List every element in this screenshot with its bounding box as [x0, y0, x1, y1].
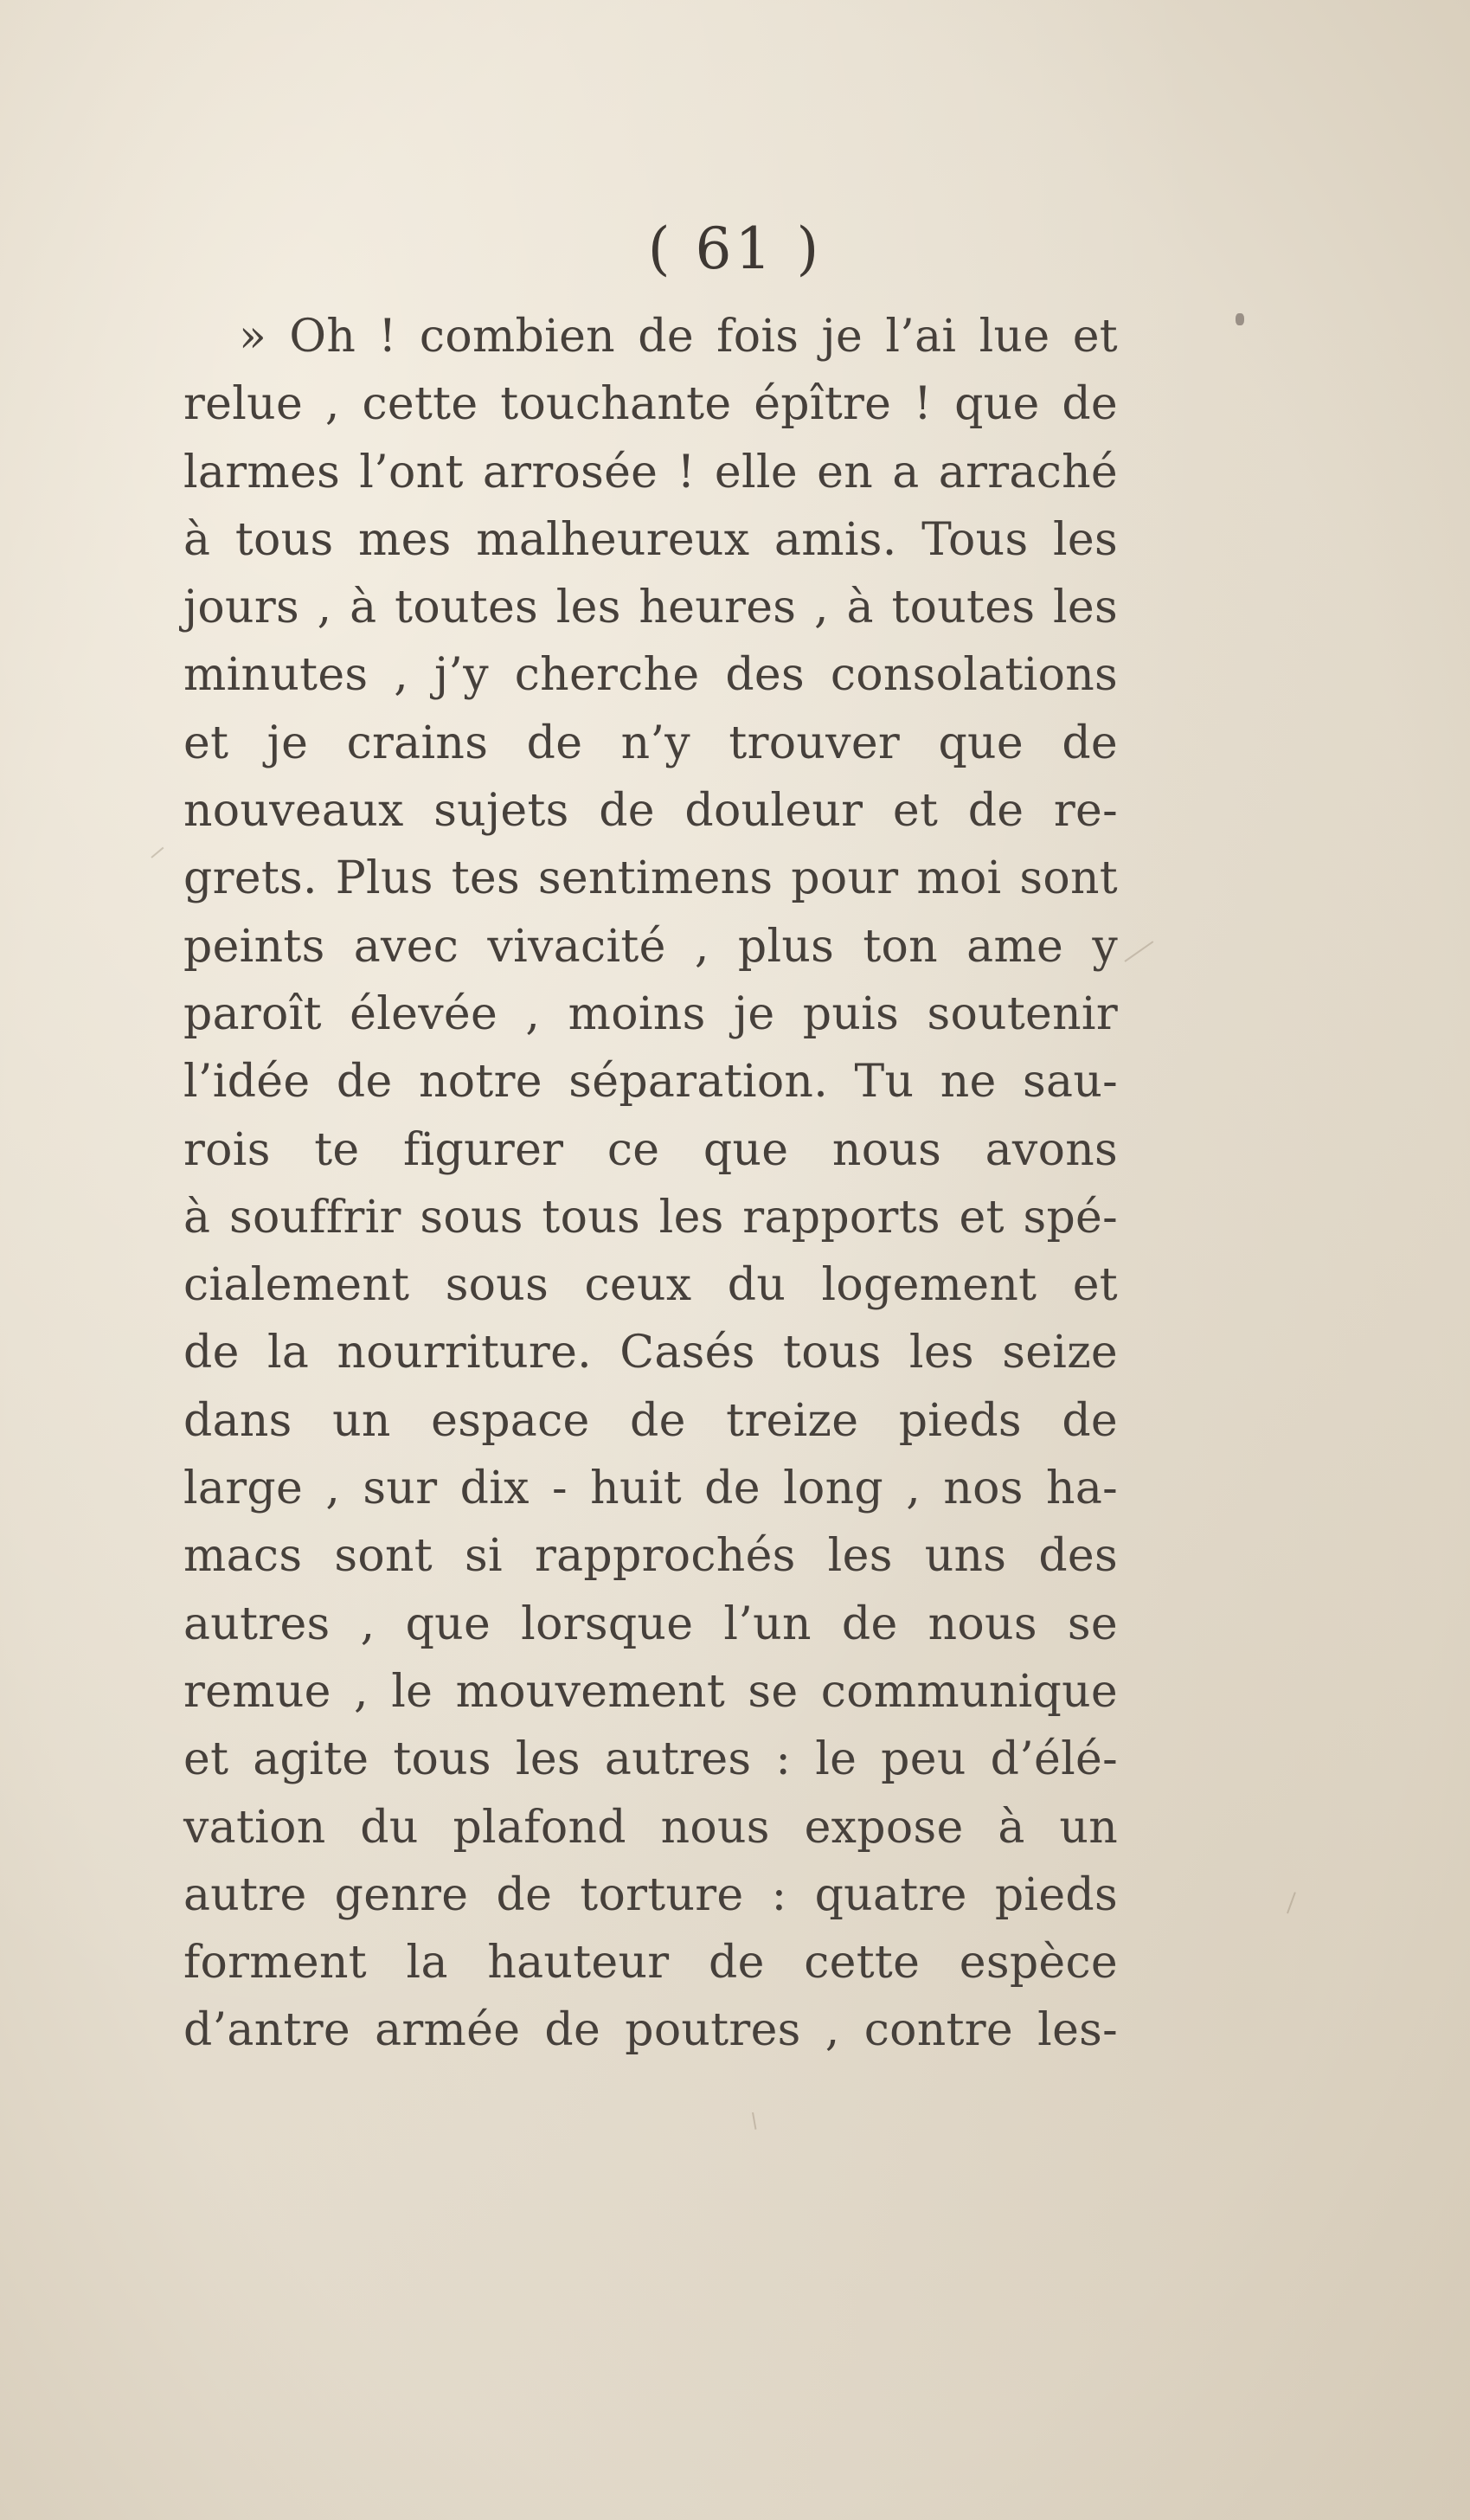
- body-text: [183, 303, 1118, 2065]
- text-line: large , sur dix - huit de long , nos ha-: [183, 1462, 1118, 1515]
- text-line: nouveaux sujets de douleur et de re-: [183, 785, 1118, 838]
- text-line: macs sont si rapprochés les uns des: [183, 1530, 1118, 1583]
- text-line: et agite tous les autres : le peu d’élé-: [183, 1733, 1118, 1786]
- text-line: de la nourriture. Casés tous les seize: [183, 1327, 1118, 1379]
- text-line: et je crains de n’y trouver que de: [183, 717, 1118, 769]
- text-line: dans un espace de treize pieds de: [183, 1394, 1118, 1447]
- text-line: d’antre armée de poutres , contre les-: [183, 2004, 1118, 2057]
- text-line: jours , à toutes les heures , à toutes les: [183, 582, 1118, 634]
- text-line: l’idée de notre séparation. Tu ne sau-: [183, 1056, 1118, 1109]
- text-line: à souffrir sous tous les rapports et spé-: [183, 1191, 1118, 1244]
- paper-fiber: [752, 2112, 756, 2130]
- paper-speck: [1236, 313, 1244, 325]
- paper-fiber: [1124, 941, 1153, 962]
- paper-fiber: [1287, 1892, 1296, 1913]
- text-line: relue , cette touchante épître ! que de: [183, 378, 1118, 431]
- text-line: minutes , j’y cherche des consolations: [183, 649, 1118, 702]
- text-line: remue , le mouvement se communique: [183, 1665, 1118, 1718]
- text-line: » Oh ! combien de fois je l’ai lue et: [239, 311, 1118, 363]
- text-line: grets. Plus tes sentimens pour moi sont: [183, 852, 1118, 905]
- text-line: rois te figurer ce que nous avons: [183, 1123, 1118, 1176]
- text-line: vation du plafond nous expose à un: [183, 1801, 1118, 1854]
- text-line: forment la hauteur de cette espèce: [183, 1937, 1118, 1990]
- paper-fiber: [151, 847, 164, 858]
- text-line: peints avec vivacité , plus ton ame y: [183, 920, 1118, 973]
- page-number: ( 61 ): [647, 215, 823, 282]
- text-line: larmes l’ont arrosée ! elle en a arraché: [183, 446, 1118, 498]
- text-line: cialement sous ceux du logement et: [183, 1259, 1118, 1312]
- text-line: à tous mes malheureux amis. Tous les: [183, 513, 1118, 566]
- text-line: paroît élevée , moins je puis soutenir: [183, 987, 1118, 1040]
- text-line: autres , que lorsque l’un de nous se: [183, 1598, 1118, 1650]
- text-line: autre genre de torture : quatre pieds: [183, 1868, 1118, 1921]
